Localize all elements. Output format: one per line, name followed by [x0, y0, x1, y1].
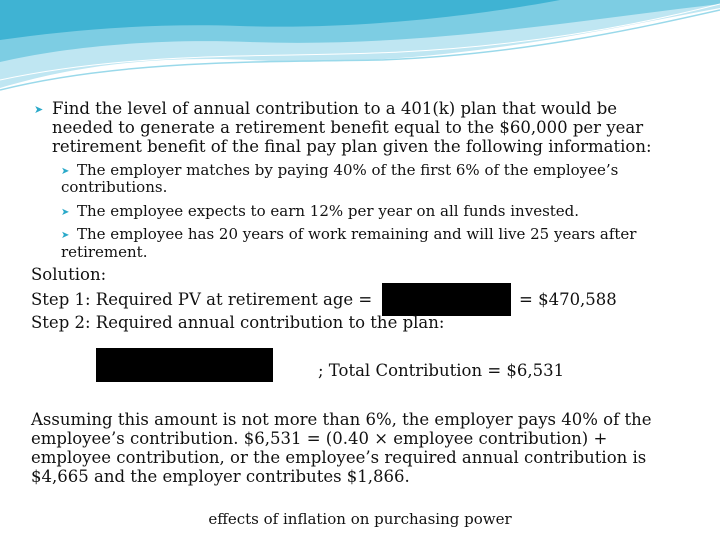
explanation-line: employee’s contribution. $6,531 = (0.40 × employee contribution) +	[31, 429, 608, 448]
question-line: needed to generate a retirement benefit equal to the $60,000 per year	[52, 118, 644, 137]
solution-heading: Solution:	[31, 265, 107, 284]
sub-bullet-line: ➤ The employer matches by paying 40% of the first 6% of the employee’s	[61, 161, 619, 179]
footer-caption: effects of inflation on purchasing power	[208, 510, 512, 528]
step1-label: Step 1: Required PV at retirement age =	[31, 290, 373, 309]
explanation-line: $4,665 and the employer contributes $1,866.	[31, 467, 410, 486]
sub-bullet-line: ➤ The employee expects to earn 12% per year on all funds invested.	[61, 202, 580, 220]
step2-result: ; Total Contribution = $6,531	[318, 361, 565, 380]
sub-bullet-line: ➤ The employee has 20 years of work remaining and will live 25 years after	[61, 225, 637, 243]
redacted-formula-box	[382, 283, 511, 316]
explanation-line: employee contribution, or the employee’s required annual contribution is	[31, 448, 647, 467]
step1-result: = $470,588	[519, 290, 617, 309]
arrow-bullet-icon: ➤	[61, 230, 70, 241]
step2-label: Step 2: Required annual contribution to the plan:	[31, 313, 445, 332]
redacted-formula-box	[96, 348, 273, 382]
question-line: retirement benefit of the final pay plan given the following information:	[52, 137, 652, 156]
arrow-bullet-icon: ➤	[34, 103, 44, 116]
arrow-bullet-icon: ➤	[61, 166, 70, 177]
sub-bullet-line: retirement.	[61, 243, 148, 261]
explanation-line: Assuming this amount is not more than 6%, the employer pays 40% of the	[31, 410, 652, 429]
question-line: ➤ Find the level of annual contribution to a 401(k) plan that would be	[34, 99, 618, 118]
arrow-bullet-icon: ➤	[61, 207, 70, 218]
sub-bullet-line: contributions.	[61, 178, 168, 196]
